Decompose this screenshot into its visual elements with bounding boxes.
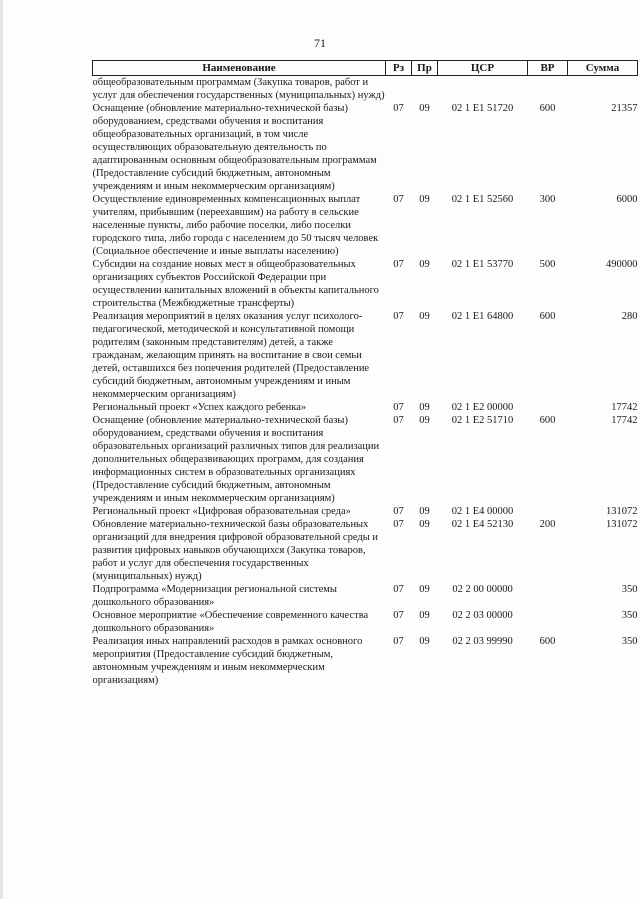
cell-pr: 09: [419, 103, 430, 114]
cell-rz: 07: [393, 636, 404, 647]
cell-csr: [438, 76, 528, 103]
cell-pr: 09: [419, 402, 430, 413]
cell-name: Региональный проект «Успех каждого ребенка»: [92, 402, 307, 413]
cell-csr: 02 2 03 99990: [452, 636, 513, 647]
header-rz: Рз: [386, 61, 412, 76]
table-row: [93, 102, 638, 193]
cell-name: Реализация мероприятий в целях оказания услуг психолого-педагогической, методической и консультативной помощи родителям (законным представителям) детей, а также гражданам, желающим принять на воспитание в свои семьи детей, оставшихся без попечения родителей (Предоставление субсидий бюджетным, автономным учреждениям и иным некоммерческим организациям): [92, 311, 370, 400]
cell-name: Осуществление единовременных компенсационных выплат учителям, прибывшим (переехавшим) на работу в сельские населенные пункты, либо рабочие поселки, либо поселки городского типа, либо города с населением до 50 тысяч человек (Социальное обеспечение и иные выплаты населению): [92, 194, 379, 257]
cell-rz: 07: [393, 584, 404, 595]
page-number: 71: [314, 36, 326, 50]
cell-rz: 07: [393, 194, 404, 205]
cell-pr: 09: [419, 636, 430, 647]
table-row: [93, 258, 638, 310]
cell-sum: 350: [621, 636, 638, 647]
cell-sum: [568, 76, 638, 103]
cell-csr: 02 2 00 00000: [452, 584, 513, 595]
cell-csr: 02 2 03 00000: [452, 610, 513, 621]
cell-csr: 02 1 E2 51710: [451, 415, 514, 426]
cell-sum: 17742: [611, 415, 638, 426]
table-row: [93, 609, 638, 635]
cell-csr: 02 1 E1 51720: [451, 103, 514, 114]
cell-sum: 17742: [611, 402, 638, 413]
cell-vr: 600: [539, 636, 556, 647]
cell-vr: 300: [539, 194, 556, 205]
cell-name: общеобразовательным программам (Закупка товаров, работ и услуг для обеспечения государственных (муниципальных) нужд): [92, 77, 385, 101]
cell-rz: 07: [393, 415, 404, 426]
cell-vr: [528, 76, 568, 103]
cell-csr: 02 1 E2 00000: [451, 402, 514, 413]
table-row: [93, 635, 638, 687]
cell-rz: 07: [393, 311, 404, 322]
cell-rz: 07: [393, 519, 404, 530]
table-row: [93, 505, 638, 518]
cell-rz: 07: [393, 402, 404, 413]
cell-name: Реализация иных направлений расходов в рамках основного мероприятия (Предоставление субсидий бюджетным, автономным учреждениям и иным некоммерческим организациям): [92, 636, 363, 686]
cell-csr: 02 1 E4 52130: [451, 519, 514, 530]
cell-pr: 09: [419, 259, 430, 270]
cell-sum: 490000: [606, 259, 638, 270]
cell-csr: 02 1 E1 64800: [451, 311, 514, 322]
table-row: [93, 518, 638, 583]
cell-name: Региональный проект «Цифровая образовательная среда»: [92, 506, 351, 517]
header-pr: Пр: [412, 61, 438, 76]
cell-vr: 600: [539, 311, 556, 322]
cell-sum: 21357: [611, 103, 638, 114]
cell-sum: 6000: [616, 194, 638, 205]
cell-vr: [528, 583, 568, 609]
table-row: [93, 401, 638, 414]
cell-name: Оснащение (обновление материально-технической базы) оборудованием, средствами обучения и воспитания образовательных организаций различных типов для реализации дополнительных общеразвивающих программ, для создания информационных систем в образовательных организациях (Предоставление субсидий бюджетным, автономным учреждениям и иным некоммерческим организациям): [92, 415, 380, 504]
cell-pr: 09: [419, 519, 430, 530]
cell-pr: 09: [419, 506, 430, 517]
cell-vr: [528, 609, 568, 635]
header-vr: ВР: [528, 61, 568, 76]
header-sum: Сумма: [568, 61, 638, 76]
cell-vr: 500: [539, 259, 556, 270]
cell-sum: 350: [621, 584, 638, 595]
cell-csr: 02 1 E4 00000: [451, 506, 514, 517]
cell-name: Основное мероприятие «Обеспечение современного качества дошкольного образования»: [92, 610, 369, 634]
header-name: Наименование: [93, 61, 386, 76]
cell-vr: [528, 401, 568, 414]
table-header-row: [93, 61, 638, 76]
cell-pr: 09: [419, 194, 430, 205]
cell-rz: 07: [393, 259, 404, 270]
cell-name: Обновление материально-технической базы образовательных организаций для внедрения цифровой образовательной среды и развития цифровых навыков обучающихся (Закупка товаров, работ и услуг для обеспечения государственных (муниципальных) нужд): [92, 519, 379, 582]
cell-name: Оснащение (обновление материально-технической базы) оборудованием, средствами обучения и воспитания общеобразовательных организаций, в том числе осуществляющих образовательную деятельность по адаптированным основным общеобразовательным программам (Предоставление субсидий бюджетным, автономным учреждениям и иным некоммерческим организациям): [92, 103, 377, 192]
cell-vr: 200: [539, 519, 556, 530]
cell-pr: 09: [419, 415, 430, 426]
table-body: [93, 76, 638, 688]
table-row: [93, 414, 638, 505]
cell-csr: 02 1 E1 53770: [451, 259, 514, 270]
cell-vr: 600: [539, 415, 556, 426]
cell-rz: [386, 76, 412, 103]
cell-pr: [412, 76, 438, 103]
cell-sum: 350: [621, 610, 638, 621]
table-row: [93, 76, 638, 103]
cell-vr: 600: [539, 103, 556, 114]
cell-rz: 07: [393, 103, 404, 114]
header-csr: ЦСР: [438, 61, 528, 76]
cell-csr: 02 1 E1 52560: [451, 194, 514, 205]
cell-pr: 09: [419, 610, 430, 621]
cell-name: Подпрограмма «Модернизация региональной системы дошкольного образования»: [92, 584, 337, 608]
table-row: [93, 310, 638, 401]
scan-edge: [0, 0, 3, 899]
budget-table: [92, 60, 638, 687]
table-row: [93, 193, 638, 258]
cell-sum: 280: [621, 311, 638, 322]
cell-pr: 09: [419, 311, 430, 322]
cell-sum: 131072: [606, 506, 638, 517]
cell-vr: [528, 505, 568, 518]
cell-pr: 09: [419, 584, 430, 595]
cell-rz: 07: [393, 610, 404, 621]
cell-name: Субсидии на создание новых мест в общеобразовательных организациях субъектов Российской Федерации при осуществлении капитальных вложений в объекты капитального строительства (Межбюджетные трансферты): [92, 259, 379, 309]
cell-rz: 07: [393, 506, 404, 517]
cell-sum: 131072: [606, 519, 638, 530]
table-row: [93, 583, 638, 609]
